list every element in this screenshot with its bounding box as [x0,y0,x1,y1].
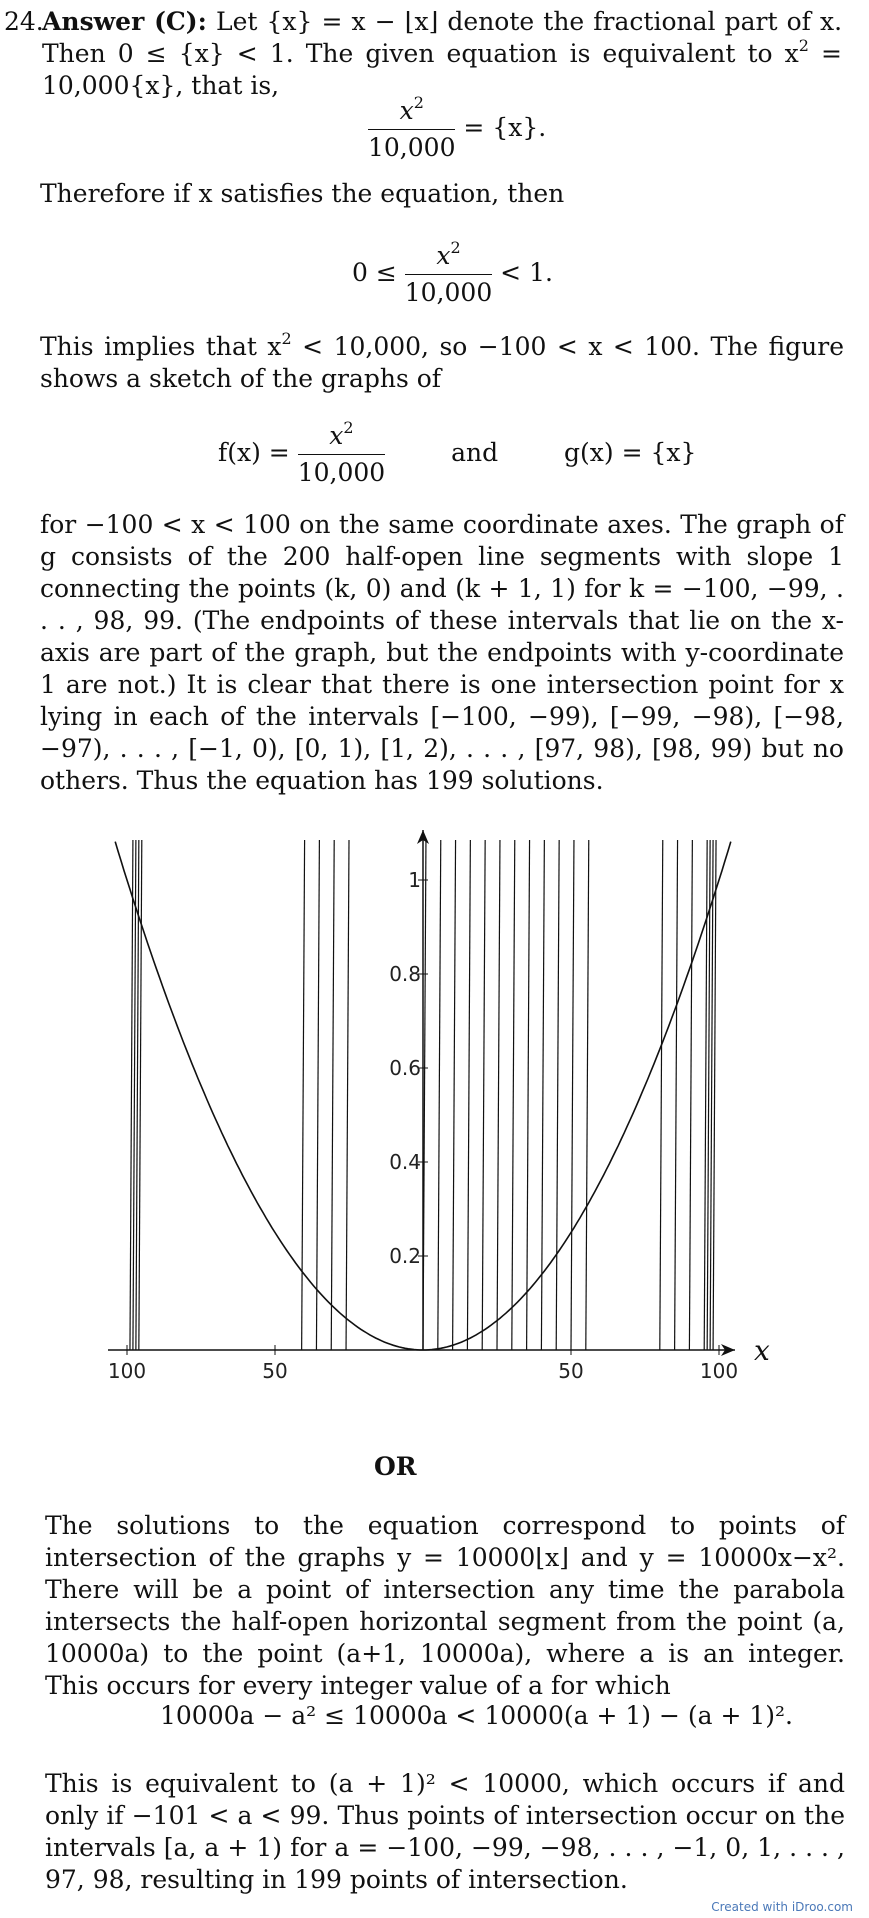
fraction-numerator: x [329,421,344,450]
segment-line [571,840,574,1350]
segment-line [586,840,589,1350]
segment-line [689,840,692,1350]
exponent: 2 [343,417,354,437]
fraction-numerator: x [436,241,451,270]
fraction [404,237,493,309]
exponent: 2 [450,237,461,257]
y-tick-label: 0.2 [389,1244,421,1268]
segment-line [133,840,136,1350]
segment-line [467,840,470,1350]
x-tick-label: 100 [107,1359,147,1383]
problem-number: 24. [4,7,44,36]
or-label: OR [374,1452,417,1481]
graph-figure [0,800,869,1400]
function-g: g(x) = {x} [564,438,697,467]
fraction [368,92,456,164]
y-tick-label: 0.8 [389,962,421,986]
p3-text-a: This implies that x [40,332,282,361]
segment-line [660,840,663,1350]
fraction-denominator: 10,000 [368,133,456,162]
solution-paragraph-6 [45,1768,845,1896]
solution-paragraph-3 [40,328,844,395]
equation-4 [160,1700,793,1732]
function-f: f(x) = [218,438,298,467]
segment-line [512,840,515,1350]
y-tick-label: 0.4 [389,1150,421,1174]
segment-line [482,840,485,1350]
x-axis-label: x [754,1334,770,1367]
x-tick-label: 100 [699,1359,739,1383]
equation-1 [368,92,547,164]
fraction-denominator: 10,000 [404,278,493,307]
equation-lhs: 0 ≤ [352,258,405,287]
equation-3 [218,417,697,489]
segment-line [453,840,456,1350]
segment-line [497,840,500,1350]
y-tick-label: 0.6 [389,1056,421,1080]
segment-line [316,840,319,1350]
p1-text-a: Let {x} = x − ⌊x⌋ denote the fractional part of x. Then 0 ≤ {x} < 1. The given equation is equivalent to x [42,7,843,68]
segment-line [346,840,349,1350]
segment-line [713,840,716,1350]
graph-svg [0,800,869,1400]
y-tick-label: 1 [408,868,421,892]
equation-2 [352,237,553,309]
p2-text: Therefore if x satisfies the equation, then [40,179,565,208]
fraction-denominator: 10,000 [297,458,386,487]
segment-line [331,840,334,1350]
solution-paragraph-5 [45,1510,845,1702]
segment-line [556,840,559,1350]
fraction [297,417,386,489]
and-word: and [451,438,499,467]
p6-text: This is equivalent to (a + 1)² < 10000, which occurs if and only if −101 < a < 99. Thus points of intersection occur on the intervals [a, a + 1) for a = −100, −99, −98, . . . , −1, 0, 1, . . . , 97, 98, resulting in 199 points of intersection. [45,1769,845,1894]
segment-line [438,840,441,1350]
exponent: 2 [798,35,809,55]
segment-line [710,840,713,1350]
segment-line [130,840,133,1350]
equation-rhs: = {x}. [455,113,547,142]
p4-text: for −100 < x < 100 on the same coordinate axes. The graph of g consists of the 200 half-open line segments with slope 1 connecting the points (k, 0) and (k + 1, 1) for k = −100, −99, . . . , 98, 99. (The endpoints of these intervals that lie on the x-axis are part of the graph, but the endpoints with y-coordinate 1 are not.) It is clear that there is one intersection point for x lying in each of the intervals [−100, −99), [−99, −98), [−98, −97), . . . , [−1, 0), [0, 1), [1, 2), . . . , [97, 98), [98, 99) but no others. Thus the equation has 199 solutions. [40,510,844,795]
inequality: 10000a − a² ≤ 10000a < 10000(a + 1) − (a + 1)². [160,1701,793,1730]
solution-paragraph-1 [4,6,843,102]
solution-paragraph-2 [40,178,844,210]
fraction-numerator: x [399,96,414,125]
p1-text-b: = 10,000{x}, that is, [42,39,842,100]
segment-line [527,840,530,1350]
p3-text-b: < 10,000, so −100 < x < 100. The figure shows a sketch of the graphs of [40,332,844,393]
exponent: 2 [413,92,424,112]
x-tick-label: 50 [558,1359,584,1383]
x-tick-label: 50 [262,1359,288,1383]
equation-rhs: < 1. [492,258,553,287]
p5-text: The solutions to the equation correspond to points of intersection of the graphs y = 10000⌊x⌋ and y = 10000x−x². There will be a point of intersection any time the parabola intersects the half-open horizontal segment from the point (a, 10000a) to the point (a+1, 10000a), where a is an integer. This occurs for every integer value of a for which [45,1511,845,1700]
segment-line [675,840,678,1350]
exponent: 2 [281,328,292,348]
answer-label: Answer (C): [42,7,207,36]
footer-credit: Created with iDroo.com [711,1900,853,1914]
solution-paragraph-4 [40,509,844,797]
